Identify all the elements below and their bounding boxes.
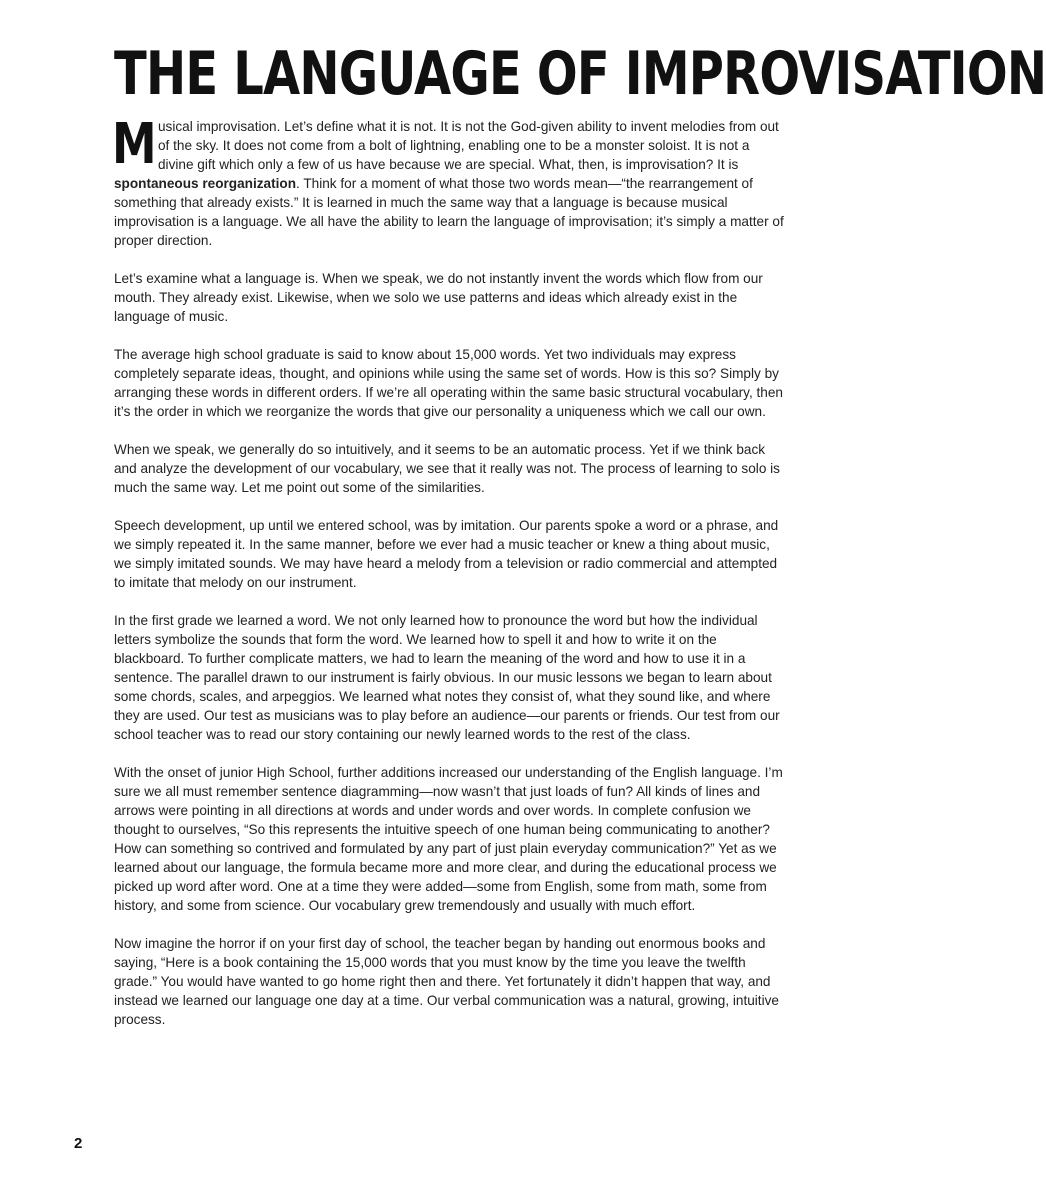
paragraph-4: When we speak, we generally do so intuitively, and it seems to be an automatic process. Yet if we think back and analyze the development of our vocabulary, we see that it really was not. The process of learning to solo is much the same way. Let me point out some of the similarities. — [114, 442, 780, 495]
page-title: THE LANGUAGE OF IMPROVISATION — [114, 39, 1046, 109]
paragraph-2: Let’s examine what a language is. When we speak, we do not instantly invent the words which flow from our mouth. They already exist. Likewise, when we solo we use patterns and ideas which already exist in the language of music. — [114, 271, 763, 324]
emphasized-term: spontaneous reorganization — [114, 176, 297, 191]
page-number: 2 — [74, 1135, 83, 1152]
paragraph-1 — [112, 112, 785, 250]
paragraph-5: Speech development, up until we entered school, was by imitation. Our parents spoke a word or a phrase, and we simply repeated it. In the same manner, before we ever had a music teacher or knew a thing about music, we simply imitated sounds. We may have heard a melody from a television or radio commercial and attempted to imitate that melody on our instrument. — [114, 518, 779, 590]
paragraph-1-text-start: usical improvisation. Let’s define what it is not. It is not the God-given ability to invent melodies from out of the sky. It does not come from a bolt of lightning, enabling one to be a monster soloist. It is not a divine gift which only a few of us have because we are special. What, then, is improvisation? It is — [158, 119, 779, 172]
drop-cap: M — [112, 112, 157, 177]
paragraph-7: With the onset of junior High School, further additions increased our understanding of the English language. I’m sure we all must remember sentence diagramming—now wasn’t that just loads of fun? All kinds of lines and arrows were pointing in all directions at words and under words and over words. In complete confusion we thought to ourselves, “So this represents the intuitive speech of one human being communicating to another? How can something so contrived and formulated by any part of just plain everyday communication?” Yet as we learned about our language, the formula became more and more clear, and during the educational process we picked up word after word. One at a time they were added—some from English, some from math, some from history, and some from science. Our vocabulary grew tremendously and usually with much effort. — [114, 765, 783, 913]
article-body — [112, 112, 785, 1048]
paragraph-1-text-end: . Think for a moment of what those two words mean—“the rearrangement of something that already exists.” It is learned in much the same way that a language is because musical improvisation is a language. We all have the ability to learn the language of improvisation; it’s simply a matter of proper direction. — [114, 176, 784, 248]
paragraph-3: The average high school graduate is said to know about 15,000 words. Yet two individuals may express completely separate ideas, thought, and opinions while using the same set of words. How is this so? Simply by arranging these words in different orders. If we’re all operating within the same basic structural vocabulary, then it’s the order in which we reorganize the words that give our personality a uniqueness which we call our own. — [114, 347, 783, 419]
paragraph-8: Now imagine the horror if on your first day of school, the teacher began by handing out enormous books and saying, “Here is a book containing the 15,000 words that you must know by the time you leave the twelfth grade.” You would have wanted to go home right then and there. Yet fortunately it didn’t happen that way, and instead we learned our language one day at a time. Our verbal communication was a natural, growing, intuitive process. — [114, 936, 779, 1027]
paragraph-6: In the first grade we learned a word. We not only learned how to pronounce the word but how the individual letters symbolize the sounds that form the word. We learned how to spell it and how to write it on the blackboard. To further complicate matters, we had to learn the meaning of the word and how to use it in a sentence. The parallel drawn to our instrument is fairly obvious. In our music lessons we began to learn about some chords, scales, and arpeggios. We learned what notes they consist of, what they sound like, and where they are used. Our test as musicians was to play before an audience—our parents or friends. Our test from our school teacher was to read our story containing our newly learned words to the rest of the class. — [114, 613, 780, 742]
